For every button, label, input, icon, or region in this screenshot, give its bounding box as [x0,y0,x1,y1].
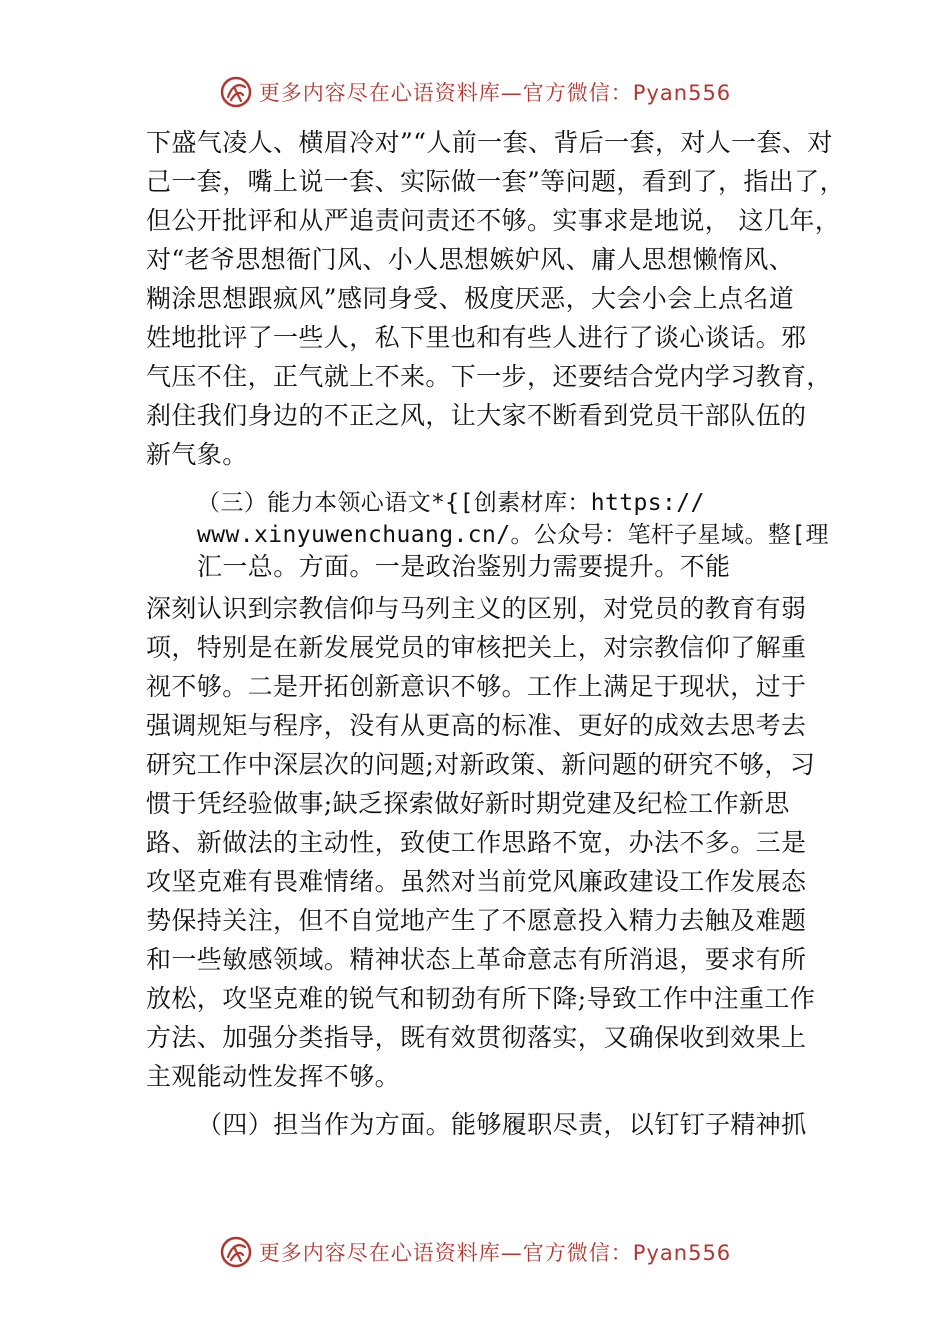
body-line: 和一些敏感领域。精神状态上革命意志有所消退，要求有所 [146,945,807,974]
footer-banner [0,1230,950,1274]
body-line: 糊涂思想跟疯风”感同身受、极度厌恶，大会小会上点名道 [146,284,795,313]
body-line: 方法、加强分类指导，既有效贯彻落实，又确保收到效果上 [146,1023,807,1052]
body-line: 攻坚克难有畏难情绪。虽然对当前党风廉政建设工作发展态 [146,867,807,896]
body-line: 己一套，嘴上说一套、实际做一套”等问题，看到了，指出了， [146,167,845,196]
body-line: 路、新做法的主动性，致使工作思路不宽，办法不多。三是 [146,828,807,857]
section-heading-3: （三）能力本领心语文*{[创素材库：https:// [197,490,705,516]
body-line: 深刻认识到宗教信仰与马列主义的区别，对党员的教育有弱 [146,594,807,623]
body-line: 新气象。 [146,440,248,469]
body-line: 项，特别是在新发展党员的审核把关上，对宗教信仰了解重 [146,633,807,662]
body-line: 下盛气凌人、横眉冷对”“人前一套、背后一套，对人一套、对 [146,128,833,157]
footer-banner-text: 更多内容尽在心语资料库—官方微信：Pyan556 [258,1241,732,1265]
body-line: 惯于凭经验做事;缺乏探索做好新时期党建及纪检工作新思 [146,789,790,818]
body-line: 主观能动性发挥不够。 [146,1062,401,1091]
body-line: www.xinyuwenchuang.cn/。公众号：笔杆子星域。整[理 [197,522,829,548]
header-banner-text: 更多内容尽在心语资料库—官方微信：Pyan556 [258,81,732,105]
body-line: 汇一总。方面。一是政治鉴别力需要提升。不能 [197,552,731,581]
body-line: 姓地批评了一些人，私下里也和有些人进行了谈心谈话。邪 [146,323,807,352]
body-line: 对“老爷思想衙门风、小人思想嫉妒风、庸人思想懒惰风、 [146,245,795,274]
body-line: 强调规矩与程序，没有从更高的标准、更好的成效去思考去 [146,711,807,740]
body-line: 放松，攻坚克难的锐气和韧劲有所下降;导致工作中注重工作 [146,984,816,1013]
calligraphy-seal-icon [219,1235,253,1269]
body-line: 视不够。二是开拓创新意识不够。工作上满足于现状，过于 [146,672,807,701]
section-heading-4: （四）担当作为方面。能够履职尽责，以钉钉子精神抓 [197,1110,807,1139]
header-banner [0,70,950,114]
body-line: 刹住我们身边的不正之风，让大家不断看到党员干部队伍的 [146,401,807,430]
body-line: 气压不住，正气就上不来。下一步，还要结合党内学习教育， [146,362,832,391]
body-line: 势保持关注，但不自觉地产生了不愿意投入精力去触及难题 [146,906,807,935]
body-line: 但公开批评和从严追责问责还不够。实事求是地说， 这几年， [146,206,841,235]
body-line: 研究工作中深层次的问题;对新政策、新问题的研究不够，习 [146,750,816,779]
calligraphy-seal-icon [219,75,253,109]
